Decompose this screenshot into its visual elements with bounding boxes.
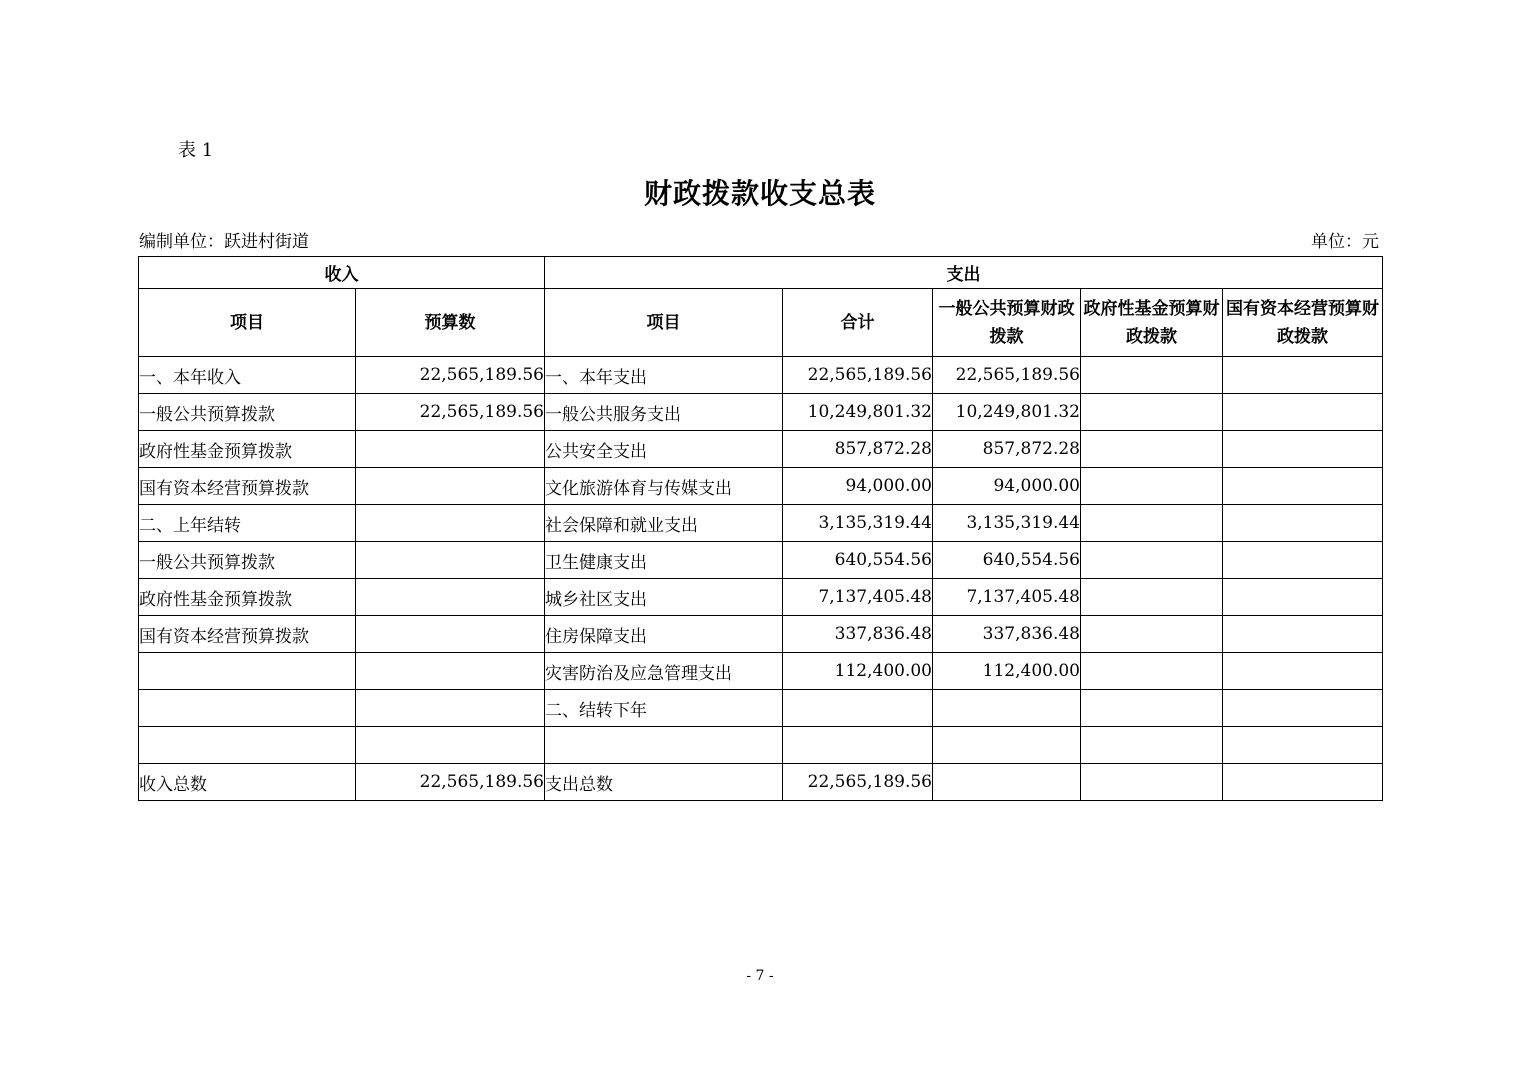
state-capital-cell: [1223, 394, 1383, 431]
state-capital-cell: [1223, 505, 1383, 542]
section-income: 收入: [139, 257, 545, 289]
expense-item-cell: 社会保障和就业支出: [545, 505, 783, 542]
page-number: - 7 -: [746, 968, 774, 984]
expense-item-cell: 公共安全支出: [545, 431, 783, 468]
general-cell: 94,000.00: [933, 468, 1081, 505]
gov-fund-cell: [1081, 690, 1223, 727]
gov-fund-cell: [1081, 616, 1223, 653]
total-cell: 22,565,189.56: [783, 357, 933, 394]
table-row-total: [139, 764, 1383, 801]
gov-fund-cell: [1081, 764, 1223, 801]
total-cell: 94,000.00: [783, 468, 933, 505]
total-cell: 112,400.00: [783, 653, 933, 690]
income-budget-cell: [356, 616, 545, 653]
income-budget-cell: [356, 579, 545, 616]
general-cell: [933, 690, 1081, 727]
income-item-cell: 收入总数: [139, 764, 356, 801]
table-row: [139, 357, 1383, 394]
state-capital-cell: [1223, 579, 1383, 616]
expense-item-cell: 住房保障支出: [545, 616, 783, 653]
income-item-cell: 二、上年结转: [139, 505, 356, 542]
table-row: [139, 690, 1383, 727]
column-header-row: [139, 289, 1383, 357]
income-budget-cell: [356, 468, 545, 505]
total-cell: 10,249,801.32: [783, 394, 933, 431]
income-item-cell: [139, 653, 356, 690]
gov-fund-cell: [1081, 431, 1223, 468]
state-capital-cell: [1223, 468, 1383, 505]
general-cell: 3,135,319.44: [933, 505, 1081, 542]
income-budget-cell: [356, 653, 545, 690]
income-item-cell: 一般公共预算拨款: [139, 394, 356, 431]
income-budget-cell: [356, 542, 545, 579]
table-row: [139, 542, 1383, 579]
table-row: [139, 579, 1383, 616]
total-cell: 640,554.56: [783, 542, 933, 579]
header-general: 一般公共预算财政拨款: [933, 289, 1081, 357]
table-row: [139, 468, 1383, 505]
header-gov-fund: 政府性基金预算财政拨款: [1081, 289, 1223, 357]
header-income-budget: 预算数: [356, 289, 545, 357]
expense-item-cell: [545, 727, 783, 764]
income-budget-cell: [356, 727, 545, 764]
state-capital-cell: [1223, 690, 1383, 727]
gov-fund-cell: [1081, 357, 1223, 394]
income-budget-cell: 22,565,189.56: [356, 357, 545, 394]
state-capital-cell: [1223, 542, 1383, 579]
state-capital-cell: [1223, 431, 1383, 468]
expense-item-cell: 卫生健康支出: [545, 542, 783, 579]
header-state-capital: 国有资本经营预算财政拨款: [1223, 289, 1383, 357]
general-cell: [933, 764, 1081, 801]
income-item-cell: 一、本年收入: [139, 357, 356, 394]
general-cell: 22,565,189.56: [933, 357, 1081, 394]
income-item-cell: 国有资本经营预算拨款: [139, 616, 356, 653]
total-cell: [783, 690, 933, 727]
income-budget-cell: [356, 690, 545, 727]
total-cell: 7,137,405.48: [783, 579, 933, 616]
gov-fund-cell: [1081, 653, 1223, 690]
general-cell: 337,836.48: [933, 616, 1081, 653]
total-cell: 337,836.48: [783, 616, 933, 653]
table-row: [139, 394, 1383, 431]
general-cell: [933, 727, 1081, 764]
gov-fund-cell: [1081, 727, 1223, 764]
general-cell: 112,400.00: [933, 653, 1081, 690]
table-label: 表 1: [178, 140, 214, 161]
gov-fund-cell: [1081, 394, 1223, 431]
unit-label: 单位：元: [1311, 232, 1379, 252]
fiscal-summary-table: [138, 256, 1383, 801]
org-label: 编制单位：跃进村街道: [139, 232, 309, 252]
table-row: [139, 505, 1383, 542]
state-capital-cell: [1223, 727, 1383, 764]
page-title: 财政拨款收支总表: [643, 177, 876, 210]
income-item-cell: 国有资本经营预算拨款: [139, 468, 356, 505]
state-capital-cell: [1223, 616, 1383, 653]
income-item-cell: 政府性基金预算拨款: [139, 579, 356, 616]
income-item-cell: [139, 690, 356, 727]
gov-fund-cell: [1081, 505, 1223, 542]
expense-item-cell: 一、本年支出: [545, 357, 783, 394]
total-cell: 3,135,319.44: [783, 505, 933, 542]
gov-fund-cell: [1081, 579, 1223, 616]
general-cell: 10,249,801.32: [933, 394, 1081, 431]
total-cell: 857,872.28: [783, 431, 933, 468]
total-cell: 22,565,189.56: [783, 764, 933, 801]
income-budget-cell: 22,565,189.56: [356, 764, 545, 801]
income-budget-cell: [356, 431, 545, 468]
header-expense-item: 项目: [545, 289, 783, 357]
section-header-row: [139, 257, 1383, 289]
state-capital-cell: [1223, 653, 1383, 690]
expense-item-cell: 文化旅游体育与传媒支出: [545, 468, 783, 505]
state-capital-cell: [1223, 764, 1383, 801]
general-cell: 7,137,405.48: [933, 579, 1081, 616]
income-budget-cell: 22,565,189.56: [356, 394, 545, 431]
expense-item-cell: 一般公共服务支出: [545, 394, 783, 431]
expense-item-cell: 二、结转下年: [545, 690, 783, 727]
state-capital-cell: [1223, 357, 1383, 394]
income-budget-cell: [356, 505, 545, 542]
general-cell: 857,872.28: [933, 431, 1081, 468]
table-row: [139, 431, 1383, 468]
expense-item-cell: 支出总数: [545, 764, 783, 801]
header-income-item: 项目: [139, 289, 356, 357]
table-row: [139, 653, 1383, 690]
table-row: [139, 616, 1383, 653]
general-cell: 640,554.56: [933, 542, 1081, 579]
income-item-cell: [139, 727, 356, 764]
expense-item-cell: 灾害防治及应急管理支出: [545, 653, 783, 690]
gov-fund-cell: [1081, 468, 1223, 505]
table-row: [139, 727, 1383, 764]
income-item-cell: 一般公共预算拨款: [139, 542, 356, 579]
expense-item-cell: 城乡社区支出: [545, 579, 783, 616]
total-cell: [783, 727, 933, 764]
income-item-cell: 政府性基金预算拨款: [139, 431, 356, 468]
section-expense: 支出: [545, 257, 1383, 289]
header-total: 合计: [783, 289, 933, 357]
gov-fund-cell: [1081, 542, 1223, 579]
